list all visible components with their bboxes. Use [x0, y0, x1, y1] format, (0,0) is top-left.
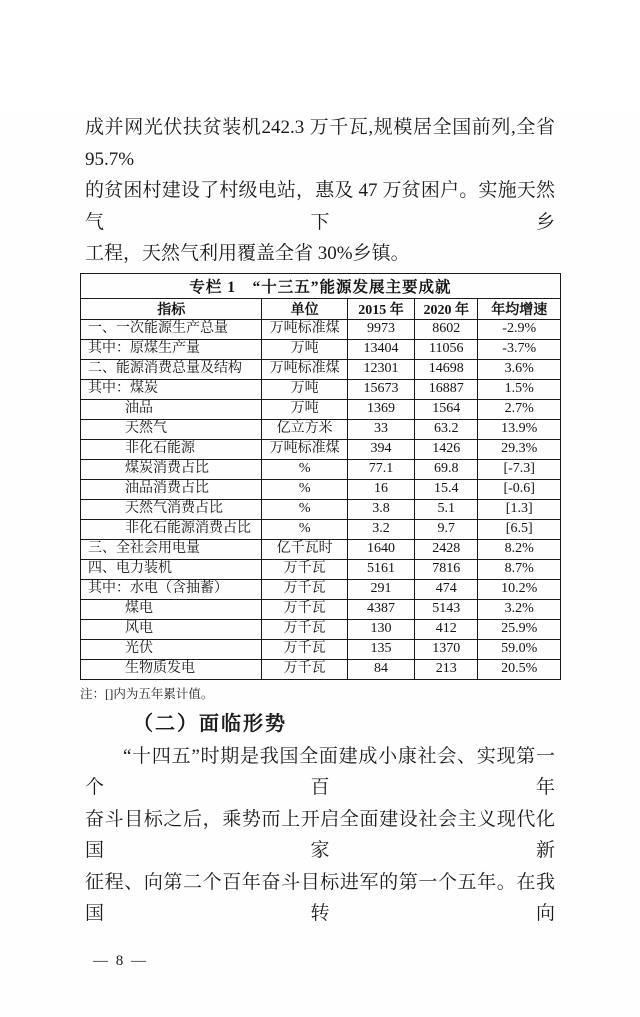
indicator-cell: 其中：原煤生产量: [81, 339, 262, 359]
value-2015-cell: 1369: [347, 399, 414, 419]
growth-cell: 25.9%: [478, 619, 561, 639]
growth-cell: [-0.6]: [478, 479, 561, 499]
growth-cell: [-7.3]: [478, 459, 561, 479]
value-2015-cell: 394: [347, 439, 414, 459]
value-2015-cell: 1640: [347, 539, 414, 559]
table-row: [81, 359, 561, 379]
indicator-cell: 煤电: [81, 599, 262, 619]
value-2015-cell: 3.8: [347, 499, 414, 519]
growth-cell: 1.5%: [478, 379, 561, 399]
table-footnote: 注：[]内为五年累计值。: [80, 686, 214, 701]
growth-cell: 2.7%: [478, 399, 561, 419]
value-2020-cell: 7816: [415, 559, 478, 579]
top-paragraph: [85, 112, 555, 270]
table-row: [81, 499, 561, 519]
indicator-cell: 非化石能源: [81, 439, 262, 459]
column-header-growth: 年均增速: [478, 298, 561, 319]
value-2015-cell: 4387: [347, 599, 414, 619]
growth-cell: 3.2%: [478, 599, 561, 619]
indicator-cell: 天然气消费占比: [81, 499, 262, 519]
value-2015-cell: 15673: [347, 379, 414, 399]
indicator-cell: 非化石能源消费占比: [81, 519, 262, 539]
document-page: [0, 112, 640, 1017]
value-2020-cell: 5143: [415, 599, 478, 619]
unit-cell: 亿立方米: [262, 419, 347, 439]
value-2015-cell: 33: [347, 419, 414, 439]
column-header-2015: 2015 年: [347, 298, 414, 319]
value-2020-cell: 213: [415, 659, 478, 679]
table-row: [81, 339, 561, 359]
table-row: [81, 639, 561, 659]
indicator-cell: 煤炭消费占比: [81, 459, 262, 479]
table-row: [81, 539, 561, 559]
value-2020-cell: 474: [415, 579, 478, 599]
column-header-unit: 单位: [262, 298, 347, 319]
body-text-line: “十四五”时期是我国全面建成小康社会、实现第一个百年: [85, 745, 555, 798]
value-2015-cell: 16: [347, 479, 414, 499]
growth-cell: 8.7%: [478, 559, 561, 579]
value-2020-cell: 1370: [415, 639, 478, 659]
unit-cell: 万千瓦: [262, 579, 347, 599]
table-row: [81, 599, 561, 619]
table-row: [81, 559, 561, 579]
table-row: [81, 439, 561, 459]
indicator-cell: 风电: [81, 619, 262, 639]
unit-cell: 万吨: [262, 399, 347, 419]
unit-cell: 万千瓦: [262, 559, 347, 579]
unit-cell: %: [262, 479, 347, 499]
growth-cell: 3.6%: [478, 359, 561, 379]
unit-cell: 万吨: [262, 339, 347, 359]
indicator-cell: 其中：水电（含抽蓄）: [81, 579, 262, 599]
unit-cell: 万千瓦: [262, 619, 347, 639]
growth-cell: 20.5%: [478, 659, 561, 679]
value-2015-cell: 135: [347, 639, 414, 659]
value-2020-cell: 1564: [415, 399, 478, 419]
unit-cell: 万千瓦: [262, 639, 347, 659]
unit-cell: 万千瓦: [262, 599, 347, 619]
table-row: [81, 619, 561, 639]
value-2015-cell: 13404: [347, 339, 414, 359]
unit-cell: 亿千瓦时: [262, 539, 347, 559]
value-2020-cell: 11056: [415, 339, 478, 359]
body-text-line: 奋斗目标之后，乘势而上开启全面建设社会主义现代化国家新: [85, 808, 555, 861]
growth-cell: 10.2%: [478, 579, 561, 599]
table-row: [81, 459, 561, 479]
bottom-paragraph: [85, 741, 555, 930]
unit-cell: 万吨标准煤: [262, 319, 347, 339]
growth-cell: [6.5]: [478, 519, 561, 539]
key-achievements-table-container: [80, 273, 561, 680]
indicator-cell: 光伏: [81, 639, 262, 659]
table-row: [81, 519, 561, 539]
indicator-cell: 生物质发电: [81, 659, 262, 679]
unit-cell: %: [262, 499, 347, 519]
unit-cell: 万吨: [262, 379, 347, 399]
table-header-row: [81, 298, 561, 319]
value-2015-cell: 3.2: [347, 519, 414, 539]
indicator-cell: 一、一次能源生产总量: [81, 319, 262, 339]
value-2020-cell: 63.2: [415, 419, 478, 439]
indicator-cell: 油品: [81, 399, 262, 419]
body-text-line: 的贫困村建设了村级电站，惠及 47 万贫困户。实施天然气下乡: [85, 180, 555, 233]
section-heading: （二）面临形势: [133, 712, 287, 735]
unit-cell: 万吨标准煤: [262, 439, 347, 459]
value-2020-cell: 69.8: [415, 459, 478, 479]
indicator-cell: 四、电力装机: [81, 559, 262, 579]
value-2015-cell: 130: [347, 619, 414, 639]
body-text-line: 成并网光伏扶贫装机242.3 万千瓦,规模居全国前列,全省 95.7%: [85, 117, 555, 170]
growth-cell: [1.3]: [478, 499, 561, 519]
unit-cell: %: [262, 459, 347, 479]
indicator-cell: 三、全社会用电量: [81, 539, 262, 559]
indicator-cell: 二、能源消费总量及结构: [81, 359, 262, 379]
growth-cell: 29.3%: [478, 439, 561, 459]
value-2020-cell: 5.1: [415, 499, 478, 519]
key-achievements-table: [80, 273, 561, 680]
value-2015-cell: 291: [347, 579, 414, 599]
table-row: [81, 579, 561, 599]
value-2015-cell: 9973: [347, 319, 414, 339]
table-title: 专栏 1 “十三五”能源发展主要成就: [81, 273, 561, 298]
indicator-cell: 其中：煤炭: [81, 379, 262, 399]
value-2020-cell: 16887: [415, 379, 478, 399]
value-2020-cell: 8602: [415, 319, 478, 339]
value-2020-cell: 9.7: [415, 519, 478, 539]
unit-cell: 万千瓦: [262, 659, 347, 679]
unit-cell: %: [262, 519, 347, 539]
body-text-line: 征程、向第二个百年奋斗目标进军的第一个五年。在我国转向: [85, 871, 555, 924]
growth-cell: 8.2%: [478, 539, 561, 559]
growth-cell: -2.9%: [478, 319, 561, 339]
growth-cell: 59.0%: [478, 639, 561, 659]
indicator-cell: 油品消费占比: [81, 479, 262, 499]
table-row: [81, 659, 561, 679]
table-row: [81, 379, 561, 399]
value-2015-cell: 84: [347, 659, 414, 679]
body-text-line: 工程，天然气利用覆盖全省 30%乡镇。: [85, 243, 410, 264]
column-header-indicator: 指标: [81, 298, 262, 319]
table-row: [81, 319, 561, 339]
value-2020-cell: 14698: [415, 359, 478, 379]
value-2020-cell: 15.4: [415, 479, 478, 499]
value-2015-cell: 77.1: [347, 459, 414, 479]
unit-cell: 万吨标准煤: [262, 359, 347, 379]
growth-cell: 13.9%: [478, 419, 561, 439]
table-row: [81, 399, 561, 419]
column-header-2020: 2020 年: [415, 298, 478, 319]
page-number: — 8 —: [93, 952, 148, 969]
table-row: [81, 419, 561, 439]
growth-cell: -3.7%: [478, 339, 561, 359]
value-2020-cell: 412: [415, 619, 478, 639]
table-row: [81, 479, 561, 499]
value-2015-cell: 12301: [347, 359, 414, 379]
indicator-cell: 天然气: [81, 419, 262, 439]
value-2020-cell: 1426: [415, 439, 478, 459]
table-title-row: [81, 273, 561, 298]
value-2020-cell: 2428: [415, 539, 478, 559]
value-2015-cell: 5161: [347, 559, 414, 579]
